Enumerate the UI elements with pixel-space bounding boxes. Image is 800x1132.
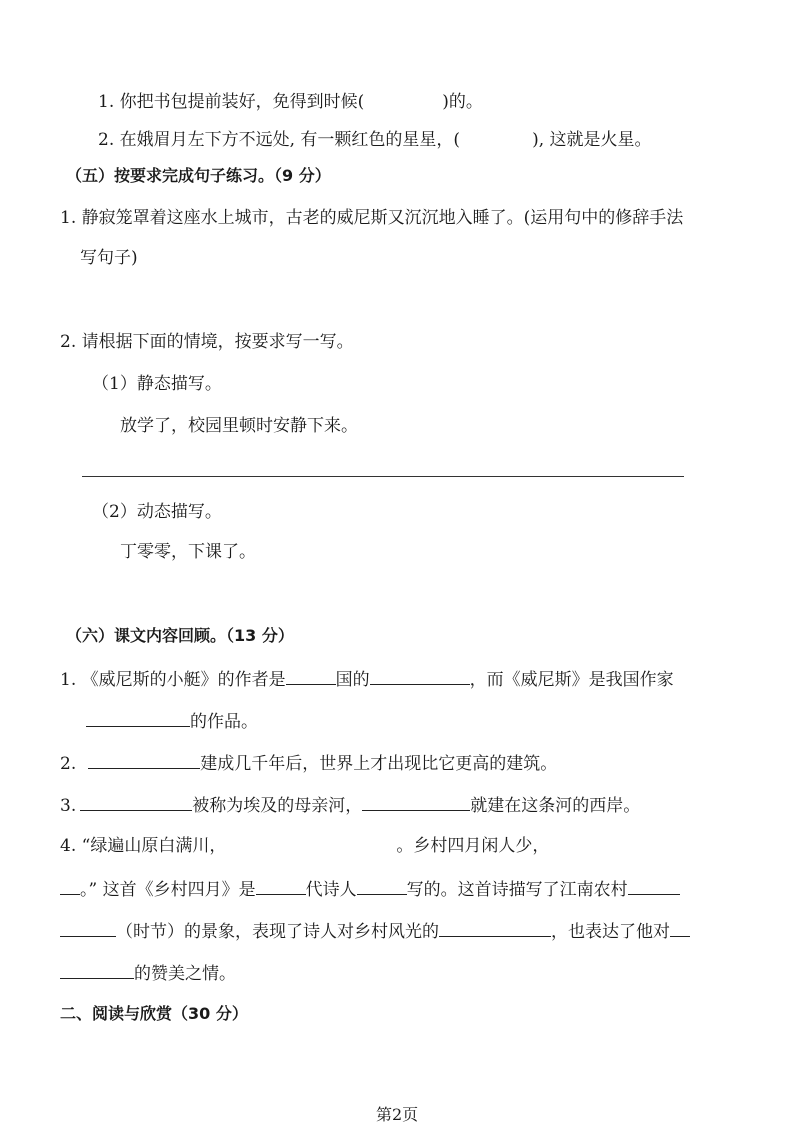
fill-blank[interactable]: [60, 918, 116, 937]
s5-q2-sub1: （1）静态描写。: [92, 374, 222, 394]
fill-blank[interactable]: [670, 918, 690, 937]
review-q1-line1: 1. 《威尼斯的小艇》的作者是 国的 ，而《威尼斯》是我国作家: [60, 666, 674, 692]
fill-blank[interactable]: [86, 708, 190, 727]
review-q1-line2: 的作品。: [86, 708, 258, 734]
answer-line[interactable]: [82, 476, 684, 477]
question-2: 2. 在娥眉月左下方不远处, 有一颗红色的星星，( ), 这就是火星。: [98, 130, 652, 150]
section-5-heading: （五）按要求完成句子练习。（9 分）: [66, 166, 331, 185]
fill-blank[interactable]: [60, 876, 80, 895]
review-q2: 2. 建成几千年后，世界上才出现比它更高的建筑。: [60, 750, 557, 776]
page-number: 第2页: [376, 1105, 419, 1124]
s5-q2-sub2: （2）动态描写。: [92, 502, 222, 522]
fill-blank[interactable]: [628, 876, 680, 895]
fill-blank[interactable]: [88, 750, 200, 769]
review-q4-line1: 4. “绿遍山原白满川， 。乡村四月闲人少，: [60, 836, 550, 856]
review-q4-line3: （时节）的景象，表现了诗人对乡村风光的 ，也表达了他对: [60, 918, 690, 944]
s5-q2-sub1-prompt: 放学了，校园里顿时安静下来。: [120, 416, 358, 436]
fill-blank[interactable]: [370, 666, 470, 685]
s5-q1-line2: 写句子): [80, 248, 138, 268]
fill-blank[interactable]: [439, 918, 551, 937]
fill-blank[interactable]: [80, 792, 192, 811]
s5-q1-line1: 1. 静寂笼罩着这座水上城市，古老的威尼斯又沉沉地入睡了。(运用句中的修辞手法: [60, 208, 684, 228]
fill-blank[interactable]: [60, 960, 134, 979]
s5-q2-sub2-prompt: 丁零零，下课了。: [120, 542, 256, 562]
fill-blank[interactable]: [362, 792, 470, 811]
s5-q2: 2. 请根据下面的情境，按要求写一写。: [60, 332, 354, 352]
review-q3: 3. 被称为埃及的母亲河， 就建在这条河的西岸。: [60, 792, 640, 818]
part-2-heading: 二、阅读与欣赏（30 分）: [60, 1004, 248, 1023]
section-6-heading: （六）课文内容回顾。（13 分）: [66, 626, 294, 645]
fill-blank[interactable]: [357, 876, 407, 895]
review-q4-line4: 的赞美之情。: [60, 960, 236, 986]
review-q4-line2: 。” 这首《乡村四月》是 代诗人 写的。这首诗描写了江南农村: [60, 876, 680, 902]
question-1: 1. 你把书包提前装好，免得到时候( )的。: [98, 92, 483, 112]
fill-blank[interactable]: [286, 666, 336, 685]
fill-blank[interactable]: [256, 876, 306, 895]
